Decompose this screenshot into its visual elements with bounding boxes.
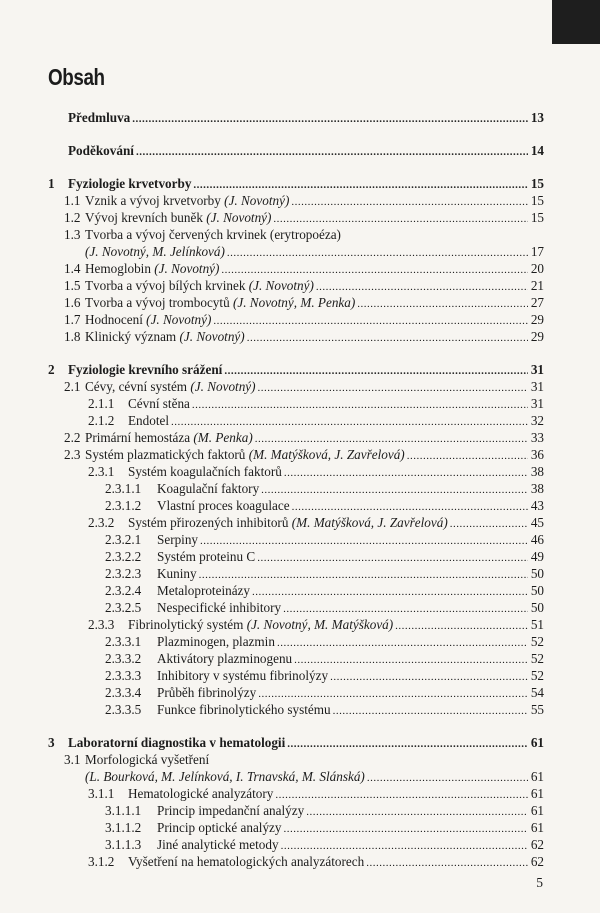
toc-entry-title-text: Hemoglobin: [85, 261, 155, 276]
toc-entry-page: 31: [530, 362, 544, 377]
section-gap: [48, 159, 544, 175]
toc-entry[interactable]: [48, 836, 544, 853]
dot-leader: [450, 516, 528, 533]
toc-entry-title: [85, 446, 405, 463]
toc-entry-title-text: Fyziologie krvetvorby: [68, 176, 192, 191]
toc-entry-author: (J. Novotný, M. Matýšková): [246, 617, 394, 632]
section-gap: [48, 345, 544, 361]
toc-entry-number: 1.5: [64, 278, 81, 293]
toc-entry-author: (L. Bourková, M. Jelínková, I. Trnavská, M. Slánská): [85, 769, 365, 784]
toc-entry-number: 3.1.1: [88, 786, 115, 801]
toc-entry-title-text: Systém přirozených inhibitorů: [128, 515, 292, 530]
page-number: 5: [536, 875, 543, 890]
toc-entry-page: 29: [530, 312, 544, 327]
toc-entry-page: 36: [530, 447, 544, 462]
toc-entry-number: 2.1.2: [88, 413, 115, 428]
toc-entry-number: 1.6: [64, 295, 81, 310]
toc-entry[interactable]: [48, 531, 544, 548]
toc-entry-page: 43: [530, 498, 544, 513]
dot-leader: [407, 448, 528, 465]
toc-entry-title: [85, 243, 225, 260]
toc-entry[interactable]: [48, 768, 544, 785]
toc-entry-title: [85, 378, 256, 395]
toc-entry-title: [157, 599, 281, 616]
toc-entry-title-text: Princip optické analýzy: [157, 820, 282, 835]
toc-entry-number: 2.3.3.1: [105, 634, 142, 649]
toc-entry-title-text: Metaloproteinázy: [157, 583, 251, 598]
toc-entry[interactable]: [48, 582, 544, 599]
toc-entry[interactable]: [48, 701, 544, 718]
thumb-index-tab: [552, 0, 600, 44]
toc-entry[interactable]: [48, 684, 544, 701]
toc-entry-page: 61: [530, 786, 544, 801]
toc-entry-number: 1.4: [64, 261, 81, 276]
toc-entry-number: 2.3.2.1: [105, 532, 142, 547]
toc-entry-number: 2: [48, 362, 55, 377]
toc-entry-page: 29: [530, 329, 544, 344]
toc-entry-title: [128, 463, 282, 480]
toc-entry-title-text: Systém plazmatických faktorů: [85, 447, 249, 462]
toc-entry[interactable]: [48, 853, 544, 870]
toc-entry-number: 2.3.3.5: [105, 702, 142, 717]
dot-leader: [227, 245, 528, 262]
toc-entry-author: (J. Novotný): [248, 278, 314, 293]
toc-entry-title-text: Tvorba a vývoj bílých krvinek: [85, 278, 249, 293]
dot-leader: [287, 736, 528, 753]
dot-leader: [275, 787, 528, 804]
toc-entry-number: 2.1: [64, 379, 81, 394]
dot-leader: [192, 397, 528, 414]
toc-entry-page: 52: [530, 668, 544, 683]
toc-entry-author: (J. Novotný): [154, 261, 220, 276]
toc-entry-page: 51: [530, 617, 544, 632]
toc-entry[interactable]: [48, 361, 544, 378]
dot-leader: [294, 652, 528, 669]
toc-entry-title: [85, 751, 209, 768]
toc-entry-author: (J. Novotný): [190, 379, 256, 394]
toc-entry[interactable]: [48, 751, 544, 768]
dot-leader: [247, 330, 528, 347]
toc-entry[interactable]: [48, 819, 544, 836]
toc-entry-page: 13: [530, 110, 544, 125]
toc-entry-title: [157, 497, 290, 514]
toc-entry[interactable]: [48, 514, 544, 531]
toc-entry-number: 3.1.2: [88, 854, 115, 869]
toc-entry-title: [128, 412, 169, 429]
toc-entry-title-text: Systém proteinu C: [157, 549, 256, 564]
toc-entry-page: 15: [530, 176, 544, 191]
dot-leader: [330, 669, 528, 686]
toc-entry-number: 2.3.2.2: [105, 549, 142, 564]
toc-entry-title: [85, 277, 314, 294]
toc-entry-page: 52: [530, 634, 544, 649]
section-gap: [48, 718, 544, 734]
toc-entry-title-text: Koagulační faktory: [157, 481, 260, 496]
toc-entry-number: 2.2: [64, 430, 81, 445]
toc-entry-page: 52: [530, 651, 544, 666]
toc-entry-title-text: Systém koagulačních faktorů: [128, 464, 282, 479]
toc-entry[interactable]: [48, 142, 544, 159]
toc-entry[interactable]: [48, 616, 544, 633]
toc-entry-title-text: Nespecifické inhibitory: [157, 600, 282, 615]
toc-entry-page: 27: [530, 295, 544, 310]
toc-entry-page: 17: [530, 244, 544, 259]
toc-entry-title: [157, 548, 255, 565]
dot-leader: [367, 770, 528, 787]
toc-entry[interactable]: [48, 328, 544, 345]
toc-entry-page: 61: [530, 735, 544, 750]
toc-entry-author: (J. Novotný): [224, 193, 290, 208]
toc-entry-number: 3.1.1.1: [105, 803, 142, 818]
toc-entry-title: [68, 734, 285, 751]
toc-entry[interactable]: [48, 260, 544, 277]
toc-entry-number: 2.3.1.2: [105, 498, 142, 513]
toc-entry-page: 38: [530, 464, 544, 479]
toc-entry-title-text: Vznik a vývoj krvetvorby: [85, 193, 225, 208]
toc-entry-page: 62: [530, 854, 544, 869]
toc-entry-page: 38: [530, 481, 544, 496]
toc-entry-author: (J. Novotný, M. Jelínková): [85, 244, 225, 259]
toc-entry-title: [85, 768, 365, 785]
toc-entry-author: (J. Novotný): [206, 210, 272, 225]
toc-entry-title: [157, 836, 279, 853]
toc-entry[interactable]: [48, 429, 544, 446]
toc-entry-title: [85, 294, 355, 311]
toc-entry-title-text: Poděkování: [68, 143, 134, 158]
dot-leader: [132, 111, 528, 128]
toc-entry[interactable]: [48, 599, 544, 616]
table-of-contents: [48, 109, 544, 870]
toc-entry-author: (J. Novotný): [146, 312, 212, 327]
toc-entry[interactable]: [48, 109, 544, 126]
toc-entry-number: 1.8: [64, 329, 81, 344]
toc-entry-number: 2.3.3.3: [105, 668, 142, 683]
dot-leader: [284, 821, 528, 838]
toc-entry[interactable]: [48, 175, 544, 192]
toc-entry[interactable]: [48, 378, 544, 395]
toc-entry-title-text: Klinický význam: [85, 329, 180, 344]
dot-leader: [224, 363, 528, 380]
dot-leader: [261, 482, 528, 499]
toc-entry[interactable]: [48, 395, 544, 412]
toc-entry[interactable]: [48, 226, 544, 243]
toc-entry-number: 1.2: [64, 210, 81, 225]
toc-entry-page: 20: [530, 261, 544, 276]
toc-entry[interactable]: [48, 209, 544, 226]
toc-entry[interactable]: [48, 412, 544, 429]
dot-leader: [252, 584, 528, 601]
page-title: Obsah: [48, 64, 105, 90]
toc-entry[interactable]: [48, 446, 544, 463]
toc-entry-title-text: Tvorba a vývoj trombocytů: [85, 295, 233, 310]
toc-entry[interactable]: [48, 463, 544, 480]
toc-entry-number: 3: [48, 735, 55, 750]
toc-entry-page: 46: [530, 532, 544, 547]
toc-entry-title: [128, 616, 393, 633]
toc-entry-author: (J. Novotný): [179, 329, 245, 344]
toc-entry-number: 3.1.1.2: [105, 820, 142, 835]
toc-entry-title: [128, 785, 273, 802]
toc-entry-number: 3.1.1.3: [105, 837, 142, 852]
toc-entry-title: [157, 480, 259, 497]
toc-entry-title: [85, 209, 271, 226]
toc-entry-page: 61: [530, 803, 544, 818]
toc-entry-author: (M. Penka): [193, 430, 253, 445]
toc-entry-number: 2.3.3.2: [105, 651, 142, 666]
toc-entry[interactable]: [48, 633, 544, 650]
toc-entry-author: (J. Novotný, M. Penka): [232, 295, 356, 310]
toc-entry-title-text: Funkce fibrinolytického systému: [157, 702, 331, 717]
toc-entry-author: (M. Matýšková, J. Zavřelová): [291, 515, 448, 530]
toc-entry-page: 49: [530, 549, 544, 564]
toc-entry[interactable]: [48, 785, 544, 802]
dot-leader: [258, 380, 528, 397]
toc-entry-title-text: Morfologická vyšetření: [85, 752, 210, 767]
toc-entry-author: (M. Matýšková, J. Zavřelová): [248, 447, 405, 462]
toc-entry-title: [157, 633, 275, 650]
toc-entry-title: [157, 531, 198, 548]
toc-entry-title: [68, 109, 130, 126]
toc-entry-title: [85, 260, 219, 277]
toc-entry-title-text: Primární hemostáza: [85, 430, 194, 445]
toc-entry-title-text: Serpiny: [157, 532, 199, 547]
toc-entry-number: 2.3.1.1: [105, 481, 142, 496]
toc-entry-page: 61: [530, 820, 544, 835]
toc-entry-page: 54: [530, 685, 544, 700]
toc-entry-title: [157, 582, 250, 599]
toc-entry-page: 50: [530, 583, 544, 598]
toc-entry-page: 15: [530, 210, 544, 225]
dot-leader: [277, 635, 528, 652]
toc-entry-title: [128, 853, 364, 870]
toc-entry[interactable]: [48, 311, 544, 328]
toc-entry-title: [157, 701, 331, 718]
dot-leader: [395, 618, 528, 635]
toc-entry-title-text: Aktivátory plazminogenu: [157, 651, 293, 666]
toc-entry[interactable]: [48, 277, 544, 294]
toc-entry-title-text: Cévní stěna: [128, 396, 190, 411]
toc-entry-title: [128, 395, 190, 412]
toc-entry-title: [128, 514, 448, 531]
toc-entry[interactable]: [48, 243, 544, 260]
toc-entry-page: 33: [530, 430, 544, 445]
dot-leader: [291, 194, 528, 211]
toc-entry-number: 2.3.2.4: [105, 583, 142, 598]
toc-entry[interactable]: [48, 650, 544, 667]
toc-entry-title-text: Hematologické analyzátory: [128, 786, 274, 801]
toc-entry-number: 2.3.3: [88, 617, 115, 632]
toc-entry-page: 55: [530, 702, 544, 717]
toc-entry[interactable]: [48, 192, 544, 209]
toc-entry-page: 31: [530, 396, 544, 411]
toc-entry-title: [157, 819, 282, 836]
toc-entry-title: [85, 192, 289, 209]
toc-entry-title-text: Jiné analytické metody: [157, 837, 279, 852]
toc-entry-title-text: Tvorba a vývoj červených krvinek (erytropoéza): [85, 227, 341, 242]
toc-entry[interactable]: [48, 480, 544, 497]
dot-leader: [357, 296, 528, 313]
toc-entry[interactable]: [48, 734, 544, 751]
toc-entry-title-text: Vyšetření na hematologických analyzátorech: [128, 854, 365, 869]
toc-entry[interactable]: [48, 802, 544, 819]
toc-entry-title-text: Inhibitory v systému fibrinolýzy: [157, 668, 329, 683]
toc-entry[interactable]: [48, 497, 544, 514]
dot-leader: [136, 144, 528, 161]
toc-entry-title: [157, 802, 304, 819]
toc-entry-title: [157, 650, 292, 667]
toc-entry-title: [157, 667, 328, 684]
toc-entry-title-text: Fibrinolytický systém: [128, 617, 247, 632]
toc-entry-page: 21: [530, 278, 544, 293]
toc-entry-title-text: Vlastní proces koagulace: [157, 498, 290, 513]
toc-entry[interactable]: [48, 548, 544, 565]
toc-entry-title-text: Kuniny: [157, 566, 197, 581]
toc-entry-title-text: Hodnocení: [85, 312, 147, 327]
toc-entry-page: 31: [530, 379, 544, 394]
toc-entry-title-text: Vývoj krevních buněk: [85, 210, 207, 225]
toc-entry-title-text: Endotel: [128, 413, 170, 428]
toc-entry-title: [85, 226, 341, 243]
toc-entry-number: 1: [48, 176, 55, 191]
toc-entry-number: 1.1: [64, 193, 81, 208]
toc-entry-title-text: Fyziologie krevního srážení: [68, 362, 223, 377]
toc-entry-title: [68, 361, 222, 378]
dot-leader: [257, 550, 528, 567]
toc-entry-number: 2.3.3.4: [105, 685, 142, 700]
toc-entry-number: 2.3.2.3: [105, 566, 142, 581]
section-gap: [48, 126, 544, 142]
toc-entry-number: 1.3: [64, 227, 81, 242]
toc-entry-title-text: Průběh fibrinolýzy: [157, 685, 257, 700]
toc-entry[interactable]: [48, 667, 544, 684]
toc-entry-number: 2.3.1: [88, 464, 115, 479]
dot-leader: [306, 804, 528, 821]
toc-entry-page: 15: [530, 193, 544, 208]
dot-leader: [284, 465, 528, 482]
toc-entry-number: 2.3.2.5: [105, 600, 142, 615]
toc-entry-number: 3.1: [64, 752, 81, 767]
toc-entry-title-text: Laboratorní diagnostika v hematologii: [68, 735, 286, 750]
dot-leader: [213, 313, 528, 330]
toc-entry-page: 50: [530, 566, 544, 581]
toc-entry-page: 14: [530, 143, 544, 158]
toc-entry-title-text: Plazminogen, plazmin: [157, 634, 275, 649]
toc-entry-title: [85, 311, 211, 328]
toc-entry-title-text: Předmluva: [68, 110, 131, 125]
toc-entry-page: 32: [530, 413, 544, 428]
toc-entry-number: 2.1.1: [88, 396, 115, 411]
dot-leader: [333, 703, 528, 720]
toc-entry-title: [68, 175, 191, 192]
toc-entry-title: [85, 429, 253, 446]
toc-entry-page: 61: [530, 769, 544, 784]
toc-entry-number: 2.3.2: [88, 515, 115, 530]
toc-entry-title-text: Princip impedanční analýzy: [157, 803, 305, 818]
toc-entry-title: [157, 684, 256, 701]
toc-entry-number: 1.7: [64, 312, 81, 327]
toc-entry-page: 45: [530, 515, 544, 530]
toc-entry-page: 50: [530, 600, 544, 615]
dot-leader: [366, 855, 528, 872]
toc-entry-title: [157, 565, 197, 582]
toc-entry-number: 2.3: [64, 447, 81, 462]
toc-entry-title: [68, 142, 134, 159]
toc-entry-title-text: Cévy, cévní systém: [85, 379, 191, 394]
toc-entry[interactable]: [48, 565, 544, 582]
toc-entry-title: [85, 328, 245, 345]
toc-entry[interactable]: [48, 294, 544, 311]
toc-entry-page: 62: [530, 837, 544, 852]
